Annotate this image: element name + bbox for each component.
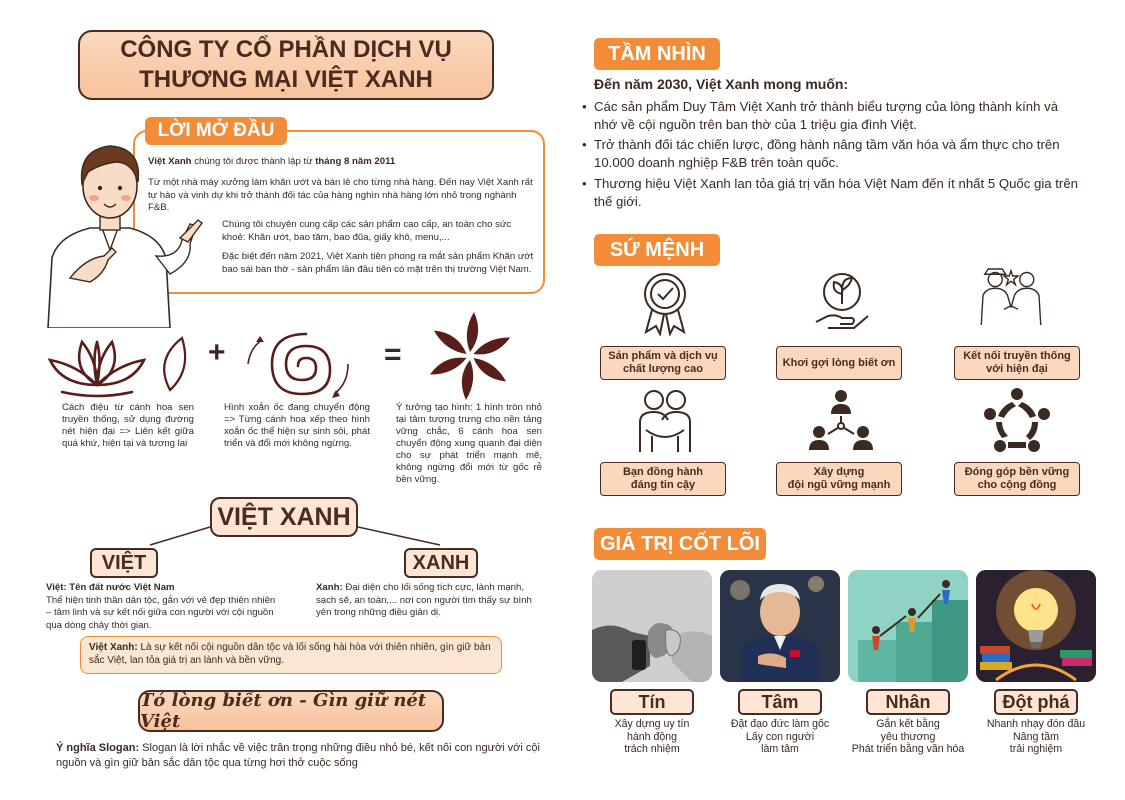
mission-label-line: Kết nối truyền thống: [963, 350, 1071, 362]
vietxanh-summary: [80, 636, 502, 674]
mission-label-line: Đóng góp bền vững: [964, 466, 1070, 478]
handshake-people-icon: [976, 262, 1046, 332]
core-desc-line: trải nghiệm: [1009, 743, 1063, 755]
core-tag-tam: Tâm: [738, 689, 822, 715]
core-desc-line: trách nhiệm: [624, 743, 680, 755]
core-desc-dotpha: [968, 718, 1104, 756]
core-desc-line: Lấy con người: [745, 730, 815, 743]
company-title-line1: CÔNG TY CỔ PHẦN DỊCH VỤ: [120, 36, 452, 63]
mission-label-line: Khơi gợi lòng biết ơn: [782, 356, 896, 369]
concept-text-spiral: Hình xoắn ốc đang chuyển động => Từng cánh hoa xếp theo hình xoắn ốc thể hiện sự sinh sôi, phát triển và đổi mới không ngừng.: [224, 402, 370, 449]
viet-description: [46, 582, 282, 632]
core-desc-nhan: [836, 718, 980, 756]
mission-tag: SỨ MỆNH: [594, 234, 720, 266]
core-desc-line: Phát triển bằng văn hóa: [851, 743, 965, 755]
intro-founded-text: chúng tôi được thành lập từ: [191, 156, 316, 167]
intro-paragraph-2: Từ một nhà máy xưởng làm khăn ướt và bán lẻ cho từng nhà hàng. Đến nay Việt Xanh rất tự hào và vinh dự khi trở thành đối tác của hàng nghìn nhà hàng lớn nhỏ trong nghành F&B.: [148, 177, 533, 213]
mission-label-line: đội ngũ vững mạnh: [787, 479, 891, 491]
concept-text-lotus: Cách điệu từ cánh hoa sen truyền thống, sử dụng đường nét hiện đại => Liên kết giữa quá khứ, hiện tại và tương lai: [62, 402, 194, 449]
intro-paragraph-3: Chúng tôi chuyên cung cấp các sản phẩm cao cấp, an toàn cho sức khoẻ: Khăn ướt, bao tăm, bao đũa, giấy khô, menu,...: [222, 219, 512, 243]
flower-logo-icon: [420, 306, 520, 406]
intro-paragraph-4: Đặc biệt đến năm 2021, Việt Xanh tiên phong ra mắt sản phẩm Khăn ướt bao sái ban thờ - sản phẩm lần đầu tiên có mặt trên thị trường Việt Nam.: [222, 251, 534, 275]
lotus-icon: [42, 330, 202, 400]
core-photo-dotpha: [976, 570, 1096, 682]
mission-label-companion: [600, 462, 726, 496]
mission-label-line: Bạn đồng hành: [622, 466, 704, 478]
team-network-icon: [806, 386, 876, 456]
viet-description-head: Việt: Tên đất nước Việt Nam: [46, 582, 175, 593]
vision-item: • Các sản phẩm Duy Tâm Việt Xanh trở thành biểu tượng của lòng thành kính và nhớ về cội nguồn trên ban thờ của 1 triệu gia đình Việt.: [580, 98, 1080, 133]
core-tag-nhan: Nhân: [866, 689, 950, 715]
plus-sign: +: [208, 336, 226, 369]
core-desc-line: Nâng tầm: [1013, 730, 1059, 743]
core-desc-line: Xây dựng uy tín: [614, 718, 690, 730]
mission-label-line: chất lượng cao: [623, 363, 703, 375]
slogan-meaning-head: Ý nghĩa Slogan:: [56, 742, 140, 754]
core-tag-dotpha: Đột phá: [994, 689, 1078, 715]
embrace-icon: [630, 386, 700, 456]
core-desc-line: hành động: [626, 730, 678, 743]
core-tag-tin: Tín: [610, 689, 694, 715]
vision-list: [580, 98, 1080, 213]
core-desc-line: Nhanh nhạy đón đầu: [986, 718, 1086, 730]
vision-item: • Thương hiệu Việt Xanh lan tỏa giá trị văn hóa Việt Nam đến ít nhất 5 Quốc gia trên thế giới.: [580, 175, 1080, 210]
intro-brand: Việt Xanh: [148, 156, 192, 167]
xanh-label: XANH: [404, 548, 478, 578]
vietxanh-summary-text: Là sự kết nối cội nguồn dân tộc và lối sống hài hòa với thiên nhiên, gìn giữ bản sắc Việt, lan tỏa giá trị an lành và bền vững.: [89, 642, 491, 666]
slogan-banner: Tỏ lòng biết ơn - Gìn giữ nét Việt: [138, 690, 444, 732]
vision-item: • Trở thành đối tác chiến lược, đồng hành nâng tầm văn hóa và ẩm thực cho trên 10.000 doanh nghiệp F&B trên toàn quốc.: [580, 136, 1080, 171]
vietxanh-title: VIỆT XANH: [210, 497, 358, 537]
core-desc-line: Đặt đạo đức làm gốc: [730, 718, 830, 730]
core-desc-tam: [712, 718, 848, 756]
mission-label-team: [776, 462, 902, 496]
concept-text-flower: Ý tưởng tạo hình: 1 hình tròn nhỏ tại tâm tượng trưng cho nền tảng vững chắc, 6 cánh hoa sen chuyển động xung quanh đại diện cho sự phát triển mạnh mẽ, không ngừng đổi mới từ gốc rễ bền vững.: [396, 402, 542, 485]
xanh-description: [316, 582, 546, 620]
vision-lead: Đến năm 2030, Việt Xanh mong muốn:: [594, 76, 849, 92]
xanh-description-head: Xanh:: [316, 582, 343, 593]
xanh-description-text: Đại diện cho lối sống tích cực, lành mạnh, sạch sẽ, an toàn,... nơi con người tìm thấy sự bình yên trong những điều giản dị.: [316, 582, 532, 618]
company-title: [78, 30, 494, 100]
vietxanh-summary-head: Việt Xanh:: [89, 642, 138, 653]
viet-label: VIỆT: [90, 548, 158, 578]
core-photo-tin: [592, 570, 712, 682]
intro-tag: LỜI MỞ ĐẦU: [145, 117, 287, 145]
viet-description-text: Thể hiện tinh thần dân tộc, gắn với vẻ đẹp thiên nhiên – tâm linh và sự kết nối giữa con người với cội nguồn qua dòng chảy thời gian.: [46, 594, 276, 631]
mission-label-line: Xây dựng: [813, 466, 865, 478]
community-circle-icon: [982, 386, 1052, 456]
core-photo-tam: [720, 570, 840, 682]
core-desc-line: yêu thương: [880, 730, 936, 743]
mission-label-line: Sản phẩm và dịch vụ: [608, 350, 718, 362]
presenter-illustration: [30, 128, 210, 328]
mission-label-line: với hiện đại: [986, 363, 1048, 375]
mission-label-community: [954, 462, 1080, 496]
slogan-meaning: [56, 741, 546, 770]
core-values-tag: GIÁ TRỊ CỐT LÕI: [594, 528, 766, 560]
hand-sprout-icon: [806, 266, 876, 336]
core-desc-tin: [584, 718, 720, 756]
spiral-icon: [236, 324, 366, 406]
mission-label-tradition: [954, 346, 1080, 380]
equals-sign: =: [384, 338, 402, 371]
intro-founded-date: tháng 8 năm 2011: [315, 156, 396, 167]
core-desc-line: Gắn kết bằng: [876, 718, 940, 730]
mission-label-gratitude: [776, 346, 902, 380]
core-desc-line: làm tâm: [761, 743, 799, 755]
mission-label-line: cho cộng đồng: [977, 479, 1057, 491]
mission-label-line: đáng tin cậy: [630, 479, 696, 491]
award-ribbon-icon: [630, 266, 700, 336]
company-title-line2: THƯƠNG MẠI VIỆT XANH: [139, 66, 433, 93]
core-photo-nhan: [848, 570, 968, 682]
slogan-meaning-text: Slogan là lời nhắc về việc trân trọng những điều nhỏ bé, kết nối con người với cội nguồn và gìn giữ bản sắc dân tộc qua từng hơi thở cuộc sống: [56, 742, 540, 769]
vision-tag: TẦM NHÌN: [594, 38, 720, 70]
mission-label-quality: [600, 346, 726, 380]
